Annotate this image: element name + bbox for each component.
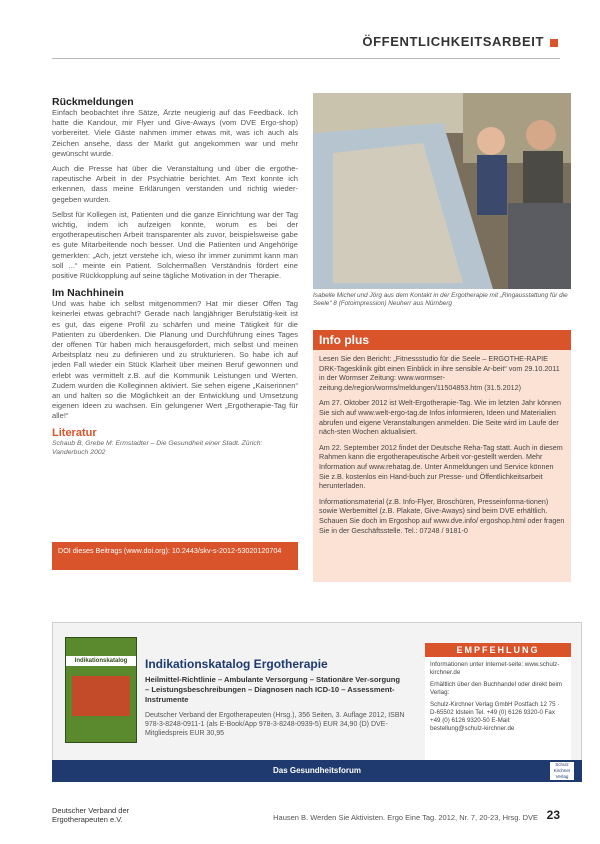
ad-info-line: Informationen unter Internet-seite: www.schulz-kirchner.de bbox=[430, 661, 560, 676]
book-advertisement bbox=[52, 622, 582, 782]
ad-description: Heilmittel-Richtlinie – Ambulante Versorgung – Stationäre Ver-sorgung – Leistungsbeschreibungen – Diagnosen nach ICD-10 – Assessment-Instrumente bbox=[145, 675, 400, 704]
info-paragraph: Informationsmaterial (z.B. Info-Flyer, Broschüren, Presseinforma-tionen) sowie Werbemittel (z.B. Plakate, Give-Aways) sind beim DVE erhältlich. Schauen Sie doch im Ergoshop auf www.dve.info/ ergoshop.html oder fragen Sie in der Geschäftsstelle. Tel.: 07248 / 9181-0 bbox=[319, 496, 565, 535]
left-column bbox=[52, 96, 298, 457]
publisher-logo: Schulz Kirchner Verlag bbox=[550, 762, 574, 780]
literature-entry: Schaub B, Grebe M: Ermstadter – Die Gesundheit einer Stadt. Zürich: Vanderbuch 2002 bbox=[52, 439, 263, 456]
info-paragraph: Lesen Sie den Bericht: „Fitnessstudio für die Seele – ERGOTHE-RAPIE DRK-Tagesklinik gibt einen Einblick in ihre sensible Ar-beit“ vom 29.10.2011 in der Wormser Zeitung: www.wormser-zeitung.de/region/worms/meldungen/11504853.htm (31.5.2012) bbox=[319, 354, 560, 392]
doi-text: DOI dieses Beitrags (www.doi.org): 10.2443/skv-s-2012-53020120704 bbox=[58, 546, 282, 555]
paragraph: Auch die Presse hat über die Veranstaltung und über die ergothe-rapeutische Arbeit in der Psychiatrie berichtet. Am Text konnte ich erkennen, dass meine Erklärungen verstanden und richtig wieder-gegeben wurden. bbox=[52, 164, 298, 204]
heading-rueckmeldungen: Rückmeldungen bbox=[52, 96, 134, 108]
info-paragraph: Am 22. September 2012 findet der Deutsche Reha-Tag statt. Auch in diesem Rahmen kann die ergotherapeutische Arbeit vor-gestellt werden. Mehr Information auf www.rehatag.de. Unter Anmeldungen und Service können Sie z.B. kostenlos ein Hand-buch zur Presse- und Öffentlichkeitsarbeit herunterladen. bbox=[319, 442, 563, 491]
doi-box bbox=[52, 542, 298, 570]
paragraph: Und was habe ich selbst mitgenommen? Hat mir dieser Offen Tag keinerlei etwas gebracht? Gerade nach langjähriger Berufstätig-keit ist es gut, das eigene Profil zu schärfen und meine Tätigkeit für die Patienten zu überdenken. Die Planung und Durchführung eines Tages der offenen Tür haben mich herausgefordert, mich selbst und meinen Arbeitsplatz neu zu definieren und zu strukturieren. So habe ich auf jeden Fall wieder ein Stück Klarheit über meinen Beruf gewonnen und erlebt was vermittelt z.B. auf die Kommunik Leistungen und Werten. Zudem wurden die Kolleginnen aktiviert. Sie sehen eigene „Kaiserinnen“ an und halten so die Möglichkeit an der Entwicklung und Umsetzung eigenen Ideen zu wachsen. Ein gelungener Wert „Ergotherapie-Tag für alle!“ bbox=[52, 299, 298, 421]
heading-nachhinein: Im Nachhinein bbox=[52, 287, 124, 300]
ad-text bbox=[145, 657, 405, 738]
ad-footer-bar bbox=[52, 760, 582, 782]
footer-association: Deutscher Verband der Ergotherapeuten e.V. bbox=[52, 806, 130, 824]
ad-title: Indikationskatalog Ergotherapie bbox=[145, 657, 328, 671]
info-plus-title: Info plus bbox=[313, 330, 571, 350]
info-paragraph: Am 27. Oktober 2012 ist Welt-Ergotherapie-Tag. Wie im letzten Jahr können Sie sich auf www.welt-ergo-tag.de Infos informieren, Ideen und Materialien abrufen und eigene Veranstaltungen anmelden. Die Seite wird im Laufe der näch-sten Wochen aktualisiert. bbox=[319, 398, 561, 437]
info-plus-box bbox=[313, 330, 571, 582]
section-header: ÖFFENTLICHKEITSARBEIT bbox=[362, 34, 558, 49]
photo-caption: Isabelle Michel und Jörg aus dem Kontakt in der Ergotherapie mit „Ringausstattung für die Seele“ 8 (Fotoimpression) Neuherr aus Nürnberg bbox=[313, 292, 568, 307]
header-divider bbox=[52, 58, 560, 59]
paragraph: Selbst für Kollegen ist, Patienten und die ganze Einrichtung war der Tag wichtig, indem ich aufzeigen konnte, worum es bei der ergotherapeutischen Arbeit transparenter als zuvor, beispielsweise gabe es gute Mitarbeitende noch besser. Und die Patienten und Angehörige gemerkten: „Ach, jetzt verstehe ich, wieso ihr immer zunimmt kann man soll ...“ meinte ein Patient. Solchermaßen Verständnis fördert eine positive Rückkopplung auf seine tägliche Motivation in der Therapie. bbox=[52, 209, 298, 281]
book-cover-label: Indikationskatalog bbox=[66, 656, 136, 666]
recommendation-label: EMPFEHLUNG bbox=[425, 643, 571, 657]
article-photo bbox=[313, 93, 571, 289]
page-number: 23 bbox=[546, 808, 560, 822]
book-cover-photo bbox=[72, 676, 130, 716]
photo-illustration bbox=[313, 93, 571, 289]
ad-publisher: Deutscher Verband der Ergotherapeuten (Hrsg.), 356 Seiten, 3. Auflage 2012, ISBN 978-3-8248-0911-1 (als E-Book/App 978-3-8248-0939-5) EUR 34,90 (D) DVE-Mitgliedspreis EUR 30,95 bbox=[145, 712, 405, 737]
section-marker-icon bbox=[550, 39, 558, 47]
book-cover bbox=[65, 637, 137, 743]
forum-label: Das Gesundheitsforum bbox=[272, 766, 361, 775]
literature-heading: Literatur bbox=[52, 426, 97, 439]
recommendation-box bbox=[425, 643, 571, 765]
footer-citation: Hausen B. Werden Sie Aktivisten. Ergo Eine Tag. 2012, Nr. 7, 20-23, Hrsg. DVE bbox=[273, 813, 538, 822]
ad-info-line: Erhältlich über den Buchhandel oder direkt beim Verlag: bbox=[430, 681, 563, 696]
paragraph: Einfach beobachtet ihre Sätze, Ärzte neugierig auf das Feedback. Ich hatte die Kandour, mir Flyer und Give-Aways (vom DVE Ergo-shop) vorbereitet. Viele Gäste nahmen immer etwas mit, was ich auch als Zeichen ansehe, dass der Markt gut angekommen war und mehr gewünscht wurde. bbox=[52, 108, 298, 158]
ad-publisher-address: Schulz-Kirchner Verlag GmbH Postfach 12 75 · D-65502 Idstein Tel. +49 (0) 6126 9320-0 Fax +49 (0) 6126 9320-50 E-Mail: bestellung@schulz-kirchner.de bbox=[430, 701, 560, 732]
